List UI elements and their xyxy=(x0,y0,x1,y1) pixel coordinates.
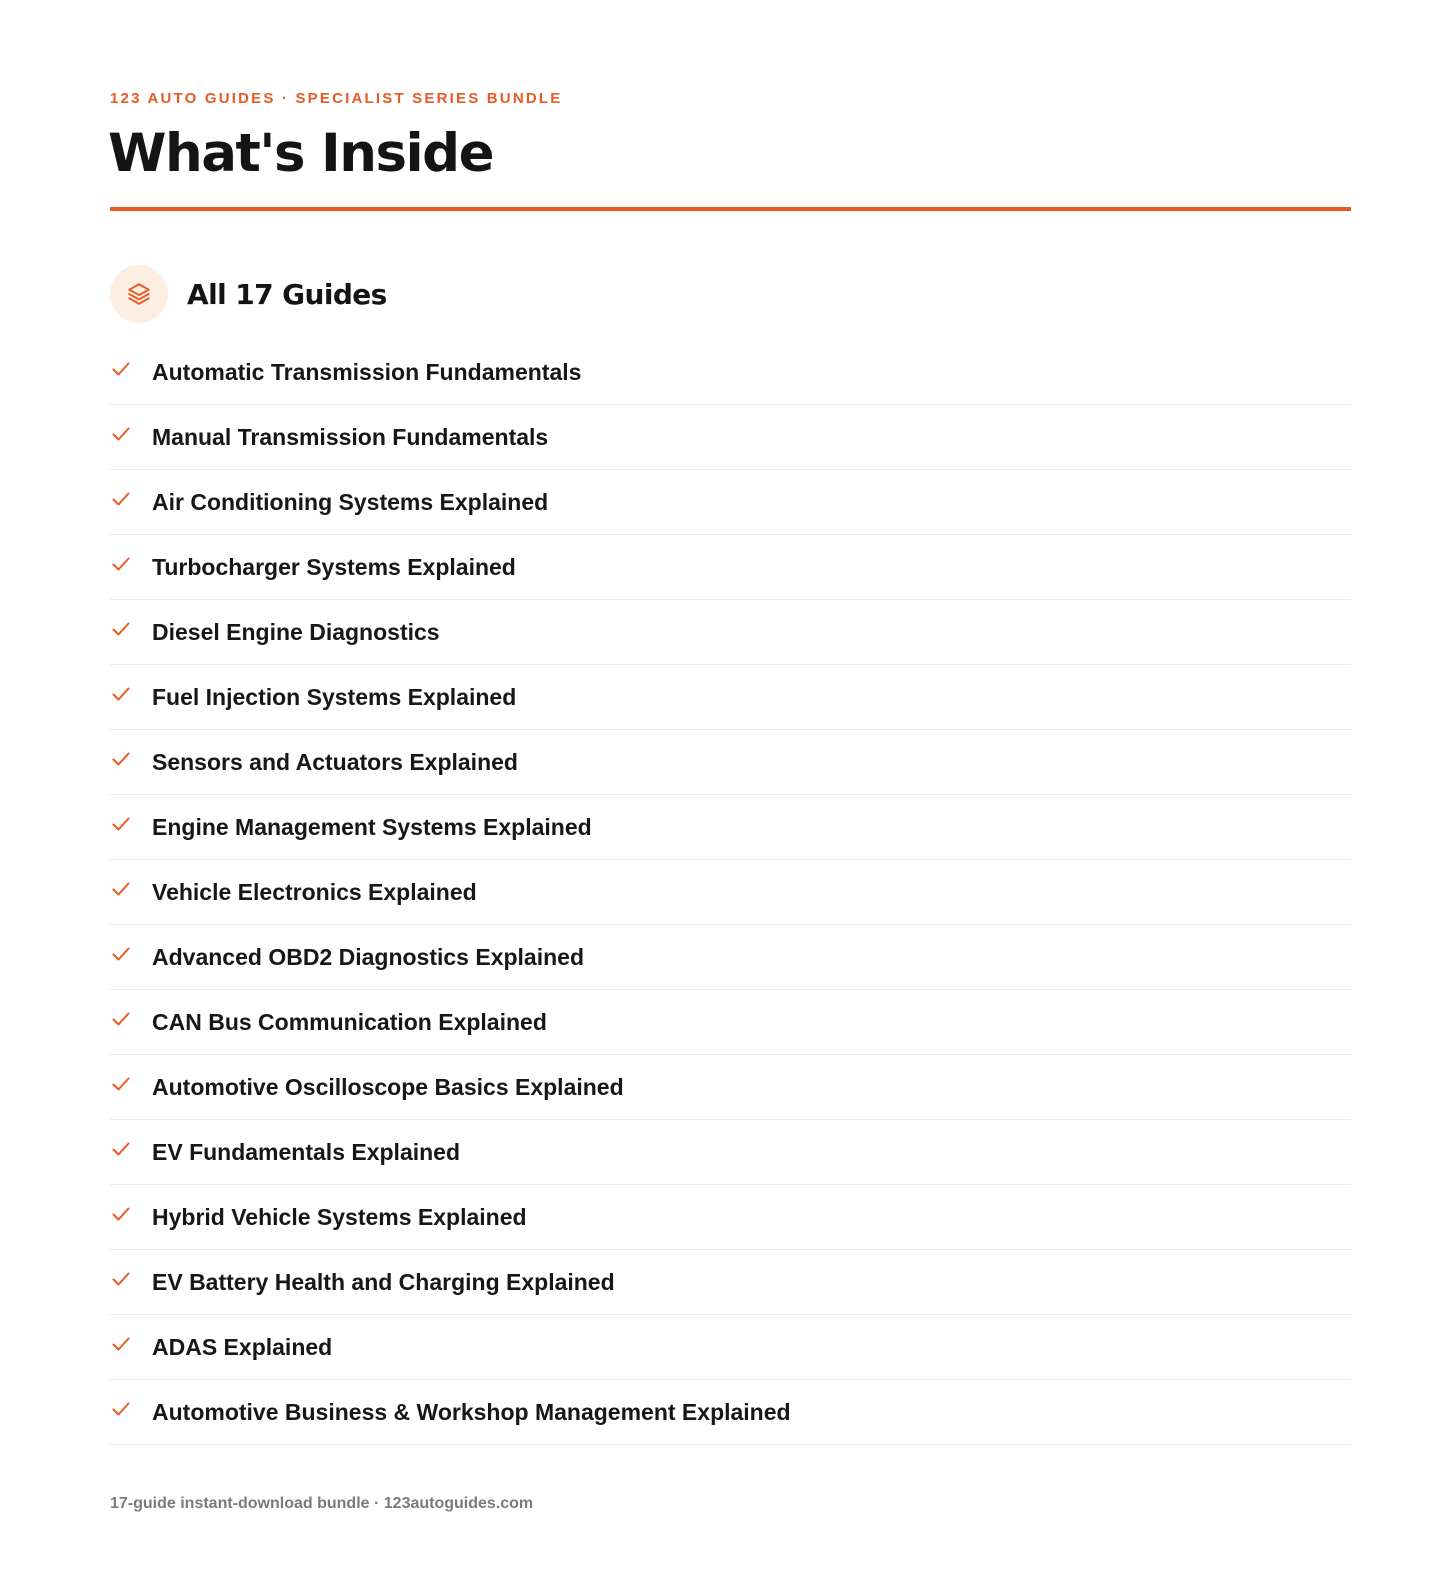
check-icon xyxy=(110,358,132,380)
check-icon xyxy=(110,488,132,510)
check-icon xyxy=(110,1203,132,1225)
eyebrow-label: 123 AUTO GUIDES · SPECIALIST SERIES BUNDLE xyxy=(110,90,563,107)
guide-title: Engine Management Systems Explained xyxy=(152,813,592,840)
guide-title: Turbocharger Systems Explained xyxy=(152,553,516,580)
guide-list-item xyxy=(110,1250,1351,1315)
check-icon xyxy=(110,748,132,770)
guide-title: Automatic Transmission Fundamentals xyxy=(152,358,582,385)
check-icon xyxy=(110,553,132,575)
check-icon xyxy=(110,1008,132,1030)
guide-title: Hybrid Vehicle Systems Explained xyxy=(152,1203,527,1230)
guide-list-item xyxy=(110,340,1351,405)
guide-list-item xyxy=(110,795,1351,860)
guide-list-item xyxy=(110,665,1351,730)
check-icon xyxy=(110,1073,132,1095)
guide-title: ADAS Explained xyxy=(152,1333,333,1360)
guide-list-item xyxy=(110,470,1351,535)
page-title: What's Inside xyxy=(108,123,494,184)
guide-title: Diesel Engine Diagnostics xyxy=(152,618,440,645)
check-icon xyxy=(110,1268,132,1290)
guide-list-item xyxy=(110,1055,1351,1120)
guide-list-item xyxy=(110,730,1351,795)
check-icon xyxy=(110,1333,132,1355)
guide-title: EV Battery Health and Charging Explained xyxy=(152,1268,615,1295)
check-icon xyxy=(110,1398,132,1420)
check-icon xyxy=(110,618,132,640)
guide-list-item xyxy=(110,600,1351,665)
guide-list-item xyxy=(110,925,1351,990)
guide-list-item xyxy=(110,535,1351,600)
guide-list-item xyxy=(110,1380,1351,1445)
check-icon xyxy=(110,943,132,965)
section-title: All 17 Guides xyxy=(187,277,387,311)
guide-title: Vehicle Electronics Explained xyxy=(152,878,477,905)
guide-list xyxy=(110,340,1351,1445)
guide-title: Fuel Injection Systems Explained xyxy=(152,683,517,710)
check-icon xyxy=(110,813,132,835)
guide-list-item xyxy=(110,860,1351,925)
check-icon xyxy=(110,683,132,705)
layers-icon xyxy=(110,265,168,323)
guide-list-item xyxy=(110,1315,1351,1380)
guide-list-item xyxy=(110,405,1351,470)
guide-title: Sensors and Actuators Explained xyxy=(152,748,518,775)
check-icon xyxy=(110,878,132,900)
guide-title: EV Fundamentals Explained xyxy=(152,1138,461,1165)
guide-list-item xyxy=(110,990,1351,1055)
guide-title: Manual Transmission Fundamentals xyxy=(152,423,549,450)
guide-title: CAN Bus Communication Explained xyxy=(152,1008,547,1035)
guide-title: Automotive Business & Workshop Management Explained xyxy=(152,1398,791,1425)
guide-list-item xyxy=(110,1120,1351,1185)
title-divider xyxy=(110,207,1351,211)
guide-title: Automotive Oscilloscope Basics Explained xyxy=(152,1073,624,1100)
footer-note: 17-guide instant-download bundle · 123autoguides.com xyxy=(110,1495,534,1512)
section-header xyxy=(110,265,387,323)
guide-title: Air Conditioning Systems Explained xyxy=(152,488,549,515)
guide-list-item xyxy=(110,1185,1351,1250)
check-icon xyxy=(110,1138,132,1160)
check-icon xyxy=(110,423,132,445)
guide-title: Advanced OBD2 Diagnostics Explained xyxy=(152,943,585,970)
